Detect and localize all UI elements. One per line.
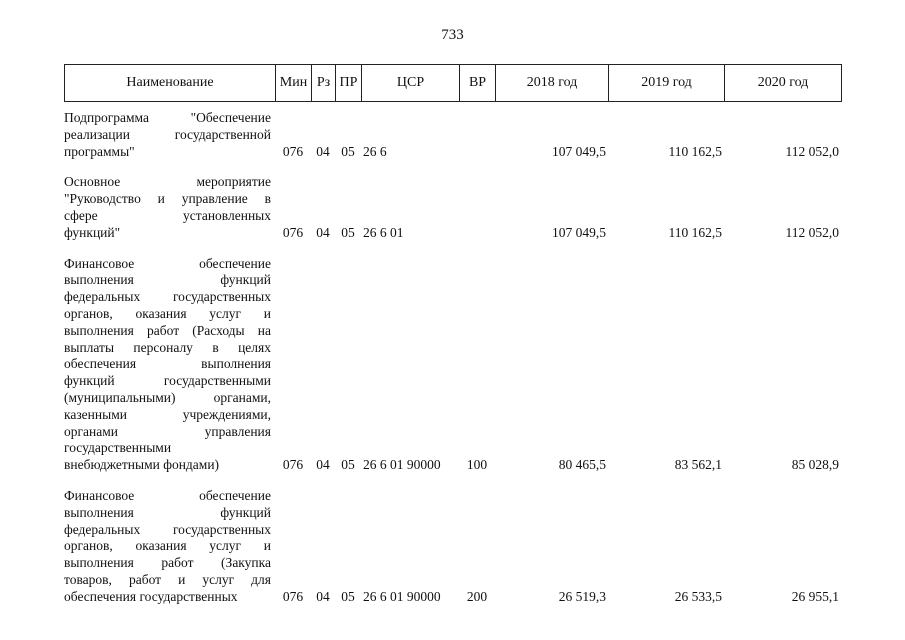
row-name-line: органов, оказания услуг и: [64, 538, 271, 554]
row-name-line: обеспечения выполнения: [64, 356, 271, 372]
row-csr: 26 6 01 90000: [363, 588, 441, 604]
header-vr: ВР: [460, 65, 496, 102]
row-name-line: казенными учреждениями,: [64, 406, 271, 422]
row-2019: 26 533,5: [674, 588, 722, 604]
row-name-line: выплаты персоналу в целях: [64, 339, 271, 355]
header-name: Наименование: [65, 65, 276, 102]
row-2020: 112 052,0: [785, 224, 839, 240]
header-csr: ЦСР: [362, 65, 460, 102]
row-name-line: государственными: [64, 440, 172, 456]
header-2019: 2019 год: [609, 65, 725, 102]
row-name-line: выполнения функций: [64, 504, 271, 520]
page-number: 733: [441, 27, 464, 43]
header-2018: 2018 год: [496, 65, 609, 102]
table-row: [64, 256, 841, 474]
row-csr: 26 6 01: [363, 224, 404, 240]
row-pr: 05: [341, 588, 355, 604]
row-min: 076: [282, 588, 304, 604]
row-2020: 26 955,1: [791, 588, 839, 604]
row-name-line: (муниципальными) органами,: [64, 389, 271, 405]
row-2019: 83 562,1: [674, 457, 722, 473]
table-row: [64, 488, 841, 606]
row-name-line: внебюджетными фондами): [64, 457, 220, 473]
row-min: 076: [282, 143, 304, 159]
row-name: [64, 256, 275, 474]
row-name-line: сфере установленных: [64, 207, 271, 223]
row-name-line: товаров, работ и услуг для: [64, 571, 271, 587]
row-name-line: "Руководство и управление в: [64, 191, 271, 207]
row-name-line: Основное мероприятие: [64, 174, 271, 190]
row-2018: 107 049,5: [552, 224, 606, 240]
row-2020: 112 052,0: [785, 143, 839, 159]
row-2018: 26 519,3: [558, 588, 606, 604]
row-name-line: выполнения функций: [64, 272, 271, 288]
header-min: Мин: [276, 65, 312, 102]
row-pr: 05: [341, 143, 355, 159]
table-row: [64, 174, 841, 241]
row-name-line: обеспечения государственных: [64, 588, 238, 604]
row-2018: 107 049,5: [552, 143, 606, 159]
row-2020: 85 028,9: [791, 457, 839, 473]
row-vr: 100: [466, 457, 488, 473]
row-name-line: Финансовое обеспечение: [64, 487, 271, 503]
row-name: [64, 174, 275, 241]
row-vr: 200: [466, 588, 488, 604]
row-csr: 26 6: [363, 143, 387, 159]
header-2020: 2020 год: [725, 65, 842, 102]
row-pr: 05: [341, 224, 355, 240]
table-body: [64, 110, 841, 620]
row-2019: 110 162,5: [668, 224, 722, 240]
row-min: 076: [282, 224, 304, 240]
table-row: [64, 110, 841, 160]
table-header: [64, 64, 842, 102]
header-rz: Рз: [312, 65, 336, 102]
row-csr: 26 6 01 90000: [363, 457, 441, 473]
row-name-line: выполнения работ (Расходы на: [64, 322, 271, 338]
row-2018: 80 465,5: [558, 457, 606, 473]
row-rz: 04: [316, 457, 330, 473]
row-name-line: федеральных государственных: [64, 289, 271, 305]
row-name: [64, 488, 275, 606]
row-name-line: органами управления: [64, 423, 271, 439]
row-rz: 04: [316, 588, 330, 604]
row-name: [64, 110, 275, 160]
row-name-line: Финансовое обеспечение: [64, 255, 271, 271]
row-name-line: реализации государственной: [64, 126, 271, 142]
header-pr: ПР: [336, 65, 362, 102]
row-name-line: федеральных государственных: [64, 521, 271, 537]
row-min: 076: [282, 457, 304, 473]
row-name-line: программы": [64, 143, 135, 159]
row-name-line: органов, оказания услуг и: [64, 305, 271, 321]
row-name-line: функций": [64, 224, 121, 240]
row-name-line: выполнения работ (Закупка: [64, 555, 271, 571]
row-name-line: функций государственными: [64, 373, 271, 389]
row-rz: 04: [316, 143, 330, 159]
row-pr: 05: [341, 457, 355, 473]
row-rz: 04: [316, 224, 330, 240]
row-2019: 110 162,5: [668, 143, 722, 159]
row-name-line: Подпрограмма "Обеспечение: [64, 110, 271, 125]
